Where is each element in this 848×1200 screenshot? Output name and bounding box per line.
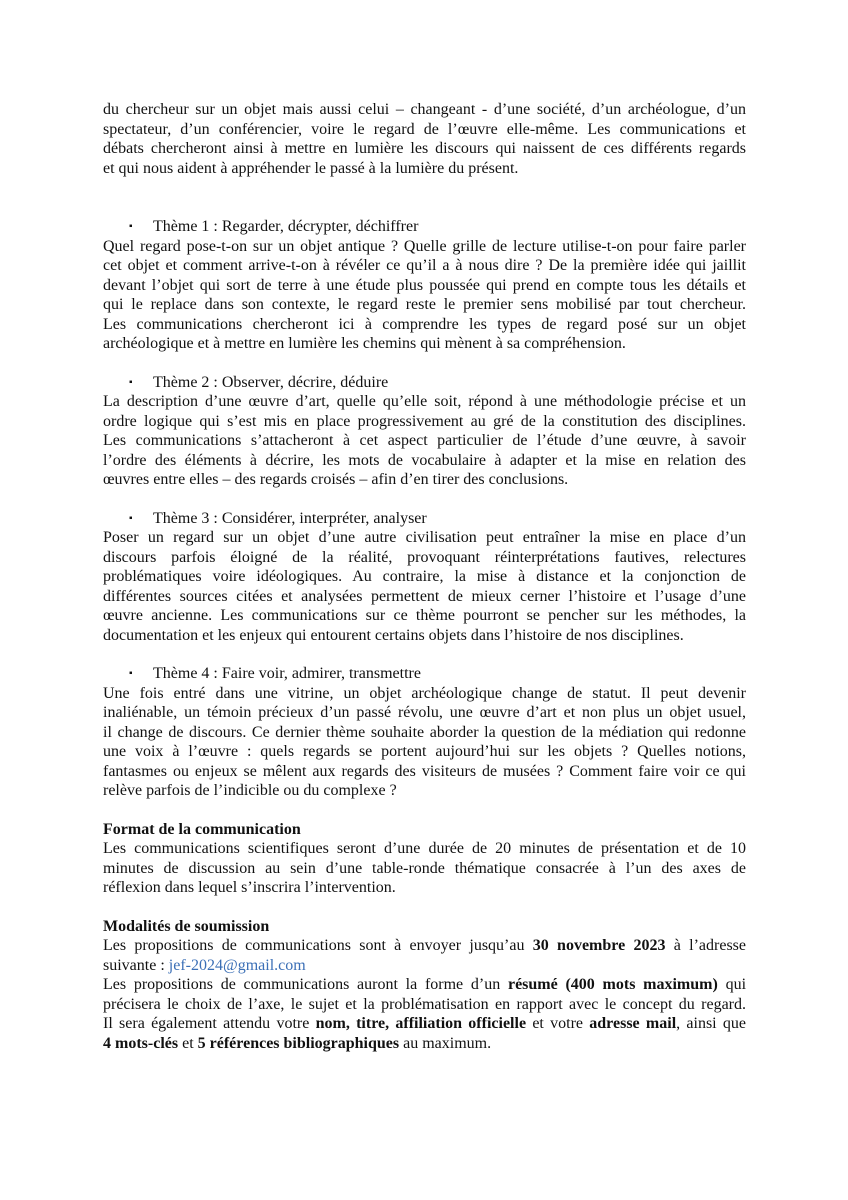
theme-paragraph [103, 528, 746, 645]
submission-heading: Modalités de soumission [103, 917, 270, 935]
theme-heading [129, 217, 746, 237]
submission-line [103, 956, 746, 976]
submission-line [103, 936, 746, 956]
abstract-length: résumé (400 mots maximum) [507, 976, 718, 993]
theme-1 [103, 217, 746, 354]
text-run: suivante : [103, 956, 169, 974]
intro-line: spectateur, d’un conférencier, voire le regard de l’œuvre elle-même. Les communications et [103, 120, 746, 138]
theme-line: une voix à l’œuvre : quels regards se portent aujourd’hui sur les objets ? Quelles notions, [103, 743, 746, 760]
theme-3 [103, 509, 746, 646]
format-section [103, 820, 746, 898]
theme-2 [103, 373, 746, 490]
theme-line: ordre logique qui s’est mis en place progressivement au gré de la constitution des disciplines. [103, 412, 746, 430]
theme-line: qui le replace dans son contexte, le regard reste le premier sens mobilisé par tout chercheur. [103, 296, 746, 313]
theme-paragraph [103, 392, 746, 490]
submission-line [103, 1014, 746, 1034]
theme-line: Les communications s’attacheront à cet aspect particulier de l’étude d’une œuvre, à savoir [103, 432, 746, 449]
intro-line: débats chercheront ainsi à mettre en lumière les discours qui naissent de ces différents regards [103, 140, 746, 157]
document-page [103, 100, 746, 1053]
bullet-icon: ▪ [129, 668, 133, 679]
theme-line: devant l’objet qui sort de terre à une étude plus poussée qui prend en compte tous les détails et [103, 276, 746, 294]
theme-line: archéologique et à mettre en lumière les chemins qui mènent à sa compréhension. [103, 335, 626, 352]
theme-line: l’ordre des éléments à décrire, les mots de vocabulaire à adapter et la mise en relation des [103, 451, 746, 469]
submission-section [103, 917, 746, 1054]
submission-paragraph [103, 936, 746, 1053]
text-run: à l’adresse [665, 937, 747, 954]
theme-line: Une fois entré dans une vitrine, un objet archéologique change de statut. Il peut devenir [103, 684, 746, 702]
format-paragraph [103, 839, 746, 898]
text-run: et votre [526, 1015, 590, 1032]
theme-heading [129, 373, 746, 393]
required-references: 5 références bibliographiques [197, 1034, 400, 1052]
intro-paragraph [103, 100, 746, 178]
submission-line [103, 975, 746, 995]
theme-paragraph [103, 237, 746, 354]
theme-line: La description d’une œuvre d’art, quelle qu’elle soit, répond à une méthodologie précise et un [103, 393, 746, 410]
bullet-icon: ▪ [129, 512, 133, 524]
email-link[interactable]: jef-2024@gmail.com [168, 956, 306, 974]
theme-line: problématiques voire idéologiques. Au contraire, la mise à distance et la conjonction de [103, 568, 746, 585]
intro-line: du chercheur sur un objet mais aussi celui – changeant - d’une société, d’un archéologue, d’un [103, 101, 746, 118]
text-run: Les propositions de communications sont à envoyer jusqu’au [103, 937, 533, 954]
theme-line: œuvres entre elles – des regards croisés – afin d’en tirer des conclusions. [103, 471, 569, 488]
theme-line: différentes sources citées et analysées permettent de mieux cerner l’histoire et l’usage d’une [103, 587, 746, 605]
theme-line: documentation et les enjeux qui entourent certains objets dans l’histoire de nos disciplines. [103, 626, 684, 644]
theme-line: discours parfois éloigné de la réalité, provoquant réinterprétations fautives, relectures [103, 548, 746, 566]
format-line: Les communications scientifiques seront d’une durée de 20 minutes de présentation et de 10 [103, 840, 746, 857]
theme-line: il change de discours. Ce dernier thème souhaite aborder la question de la médiation qui redonne [103, 723, 746, 741]
deadline-date: 30 novembre 2023 [532, 937, 666, 954]
required-identity: nom, titre, affiliation officielle [315, 1015, 527, 1032]
theme-title: Thème 2 : Observer, décrire, déduire [153, 373, 389, 391]
text-run: Il sera également attendu votre [103, 1015, 316, 1032]
required-email: adresse mail [589, 1015, 677, 1032]
bullet-icon: ▪ [129, 221, 133, 232]
theme-title: Thème 4 : Faire voir, admirer, transmettre [153, 665, 421, 682]
text-run: qui [717, 976, 747, 993]
theme-line: Quel regard pose-t-on sur un objet antique ? Quelle grille de lecture utilise-t-on pour faire parler [103, 237, 746, 255]
text-run: , ainsi que [676, 1015, 746, 1032]
submission-line: précisera le choix de l’axe, le sujet et la problématisation en rapport avec le concept du regard. [103, 995, 746, 1013]
text-run: Les propositions de communications auront la forme d’un [103, 976, 508, 993]
format-heading: Format de la communication [103, 820, 301, 838]
format-line: réflexion dans lequel s’inscrira l’intervention. [103, 879, 396, 896]
text-run: au maximum. [399, 1034, 492, 1052]
theme-title: Thème 1 : Regarder, décrypter, déchiffrer [153, 218, 419, 235]
theme-paragraph [103, 684, 746, 801]
theme-4 [103, 664, 746, 801]
theme-line: Les communications chercheront ici à comprendre les types de regard posé sur un objet [103, 315, 746, 333]
intro-line: et qui nous aident à appréhender le passé à la lumière du présent. [103, 159, 519, 177]
theme-line: œuvre ancienne. Les communications sur ce thème pourront se pencher sur les méthodes, la [103, 607, 746, 624]
theme-line: Poser un regard sur un objet d’une autre civilisation peut entraîner la mise en place d’un [103, 529, 746, 546]
theme-line: cet objet et comment arrive-t-on à révéler ce qu’il a à nous dire ? De la première idée qui jaillit [103, 257, 746, 274]
bullet-icon: ▪ [129, 376, 133, 388]
format-line: minutes de discussion au sein d’une table-ronde thématique consacrée à l’un des axes de [103, 859, 746, 877]
theme-line: fantasmes ou enjeux se mêlent aux regards des visiteurs de musées ? Comment faire voir ce qui [103, 762, 746, 780]
required-keywords: 4 mots-clés [103, 1034, 179, 1052]
theme-line: relève parfois de l’indicible ou du complexe ? [103, 782, 397, 799]
submission-line [103, 1034, 746, 1054]
theme-heading [129, 509, 746, 529]
theme-line: inaliénable, un témoin précieux d’un passé révolu, une œuvre d’art et non plus un objet usuel, [103, 704, 746, 721]
theme-heading [129, 664, 746, 684]
text-run: et [178, 1034, 198, 1052]
theme-title: Thème 3 : Considérer, interpréter, analyser [153, 509, 427, 527]
